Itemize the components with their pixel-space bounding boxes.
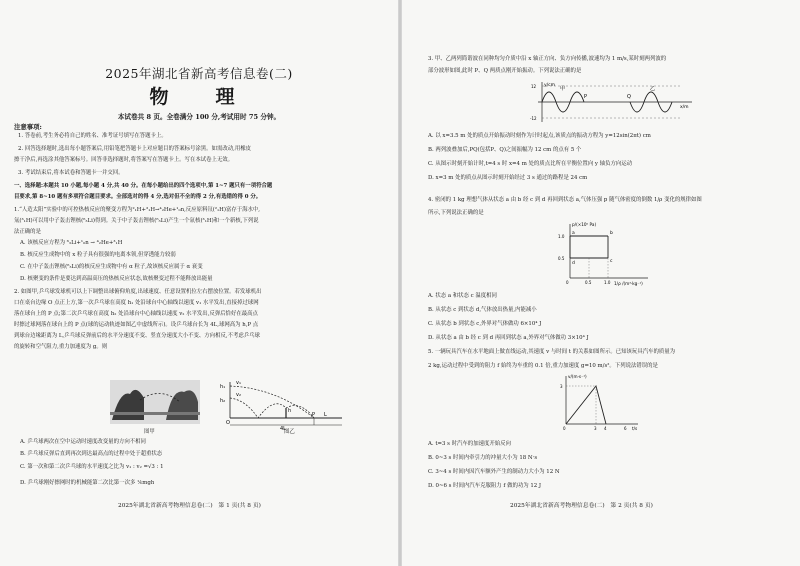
- exam-title: 2025年湖北省新高考信息卷(二): [105, 66, 293, 81]
- label-h1: h₁: [220, 384, 226, 390]
- label-h2: h₂: [220, 398, 226, 404]
- pv-xtick-1: 1.0: [604, 280, 611, 285]
- q2-option-c: C. 第一次和第二次乒乓球的水平速度之比为 v₁ : v₂ =√3 : 1: [20, 464, 164, 470]
- wave-jia: 甲: [560, 86, 566, 92]
- q5-option-a: A. t=3 s 时汽车的加速度开始反向: [428, 441, 511, 447]
- q2-option-b: B. 乒乓球反弹后直到再次到达最高点的过程中处于超重状态: [20, 451, 163, 457]
- q2-line3: 落在球台上的 P 点;第二次乒乓球在高度 h₂ 处沿球台中心轴线以速度 v₂ 水平发出,反弹后恰好在最高点: [14, 311, 258, 317]
- exam-page-1: [0, 0, 398, 566]
- wave-amp: 12: [531, 84, 537, 89]
- pv-point-a: a: [572, 231, 575, 236]
- pv-point-b: b: [610, 231, 613, 236]
- figure-jia-caption: 图甲: [144, 429, 155, 435]
- q3-option-d: D. x=3 m 处的质点从图示时刻开始经过 3 s 通过的路程是 24 cm: [428, 175, 588, 181]
- vt-xtick-3: 3: [594, 426, 597, 431]
- pv-figure: [552, 220, 652, 286]
- q4-option-a: A. 状态 a 和状态 c 温度相同: [428, 293, 497, 299]
- pv-ylabel: p/(×10⁵ Pa): [572, 222, 597, 227]
- label-l: L: [324, 412, 327, 418]
- wave-ylabel: y/cm: [544, 83, 556, 88]
- wave-xlabel: x/m: [680, 105, 689, 110]
- label-o: O: [226, 420, 230, 426]
- figure-yi-caption: 图乙: [284, 429, 295, 435]
- q5-line1: 5. 一辆玩具汽车在水平地面上做直线运动,其速度 v 与时间 t 的关系如图所示。已知该玩具汽车的质量为: [428, 349, 676, 355]
- vt-xlabel: t/s: [632, 426, 638, 431]
- pv-xlabel: 1/ρ /(m³·kg⁻¹): [614, 281, 643, 286]
- q2-line4: 时擦过球网落在球台上的 P 点(球的运动轨迹如图乙中虚线所示)。设乒乓球台长为 4L,球网高为 h,P 点: [14, 322, 259, 328]
- section1-line2: 目要求,第 8~10 题有多项符合题目要求。全部选对的得 4 分,选对但不全的得 2 分,有选错的得 0 分。: [14, 194, 262, 200]
- wave-figure: [530, 80, 700, 124]
- pv-point-c: c: [610, 259, 613, 264]
- q2-option-a: A. 乒乓球两次在空中运动时速度改变量的方向不相同: [20, 439, 146, 445]
- notice-2-cont: 擦干净后,再选涂其他答案标号。回答非选择题时,将答案写在答题卡上。写在本试卷上无效。: [14, 157, 234, 163]
- q1-line3: 法正确的是: [14, 229, 41, 235]
- label-v2: v₂: [236, 392, 241, 398]
- q4-line2: 所示,下列说法正确的是: [428, 210, 484, 216]
- q2-line5: 到球台边缘距离为 L,乒乓球反弹前后的水平分速度不变、竖直分速度大小不变、方向相反,不考虑乒乓球: [14, 333, 260, 339]
- figure-jia-photo: [110, 380, 200, 424]
- page-2-footer: 2025年湖北省新高考物理信息卷(二) 第 2 页(共 8 页): [510, 503, 653, 509]
- notice-header: 注意事项:: [14, 123, 42, 131]
- label-p: P: [312, 412, 316, 418]
- vt-ytick: 3: [560, 384, 563, 389]
- wave-q: Q: [627, 94, 631, 100]
- q4-option-b: B. 从状态 c 到状态 d,气体放出热量,内能减小: [428, 307, 537, 313]
- q2-line2: 口在桌台边缘 O 点正上方,第一次乒乓球在高度 h₁ 处沿球台中心轴线以速度 v₁ 水平发出,直接掉过球网: [14, 300, 259, 306]
- pv-point-d: d: [572, 261, 575, 266]
- q4-option-d: D. 从状态 a 由 b 经 c 到 d 再回到状态 a,外界对气体做功 3×10⁴ J: [428, 335, 589, 341]
- q5-line2: 2 kg,运动过程中受到的阻力 f 始终为车重的 0.1 倍,重力加速度 g=10 m/s²。下列说法错误的是: [428, 363, 658, 369]
- q3-line1: 3. 甲、乙两列简谐波在同种均匀介质中沿 x 轴正方向、负方向传播,波速均为 1 m/s,某时刻两列波的: [428, 56, 667, 62]
- q1-line1: 1.“人造太阳”实验中的可控热核反应的聚变方程为²₁H+³₁H→⁴₂He+¹₀n,反应原料氘(²₁H)富存于海水中,: [14, 207, 261, 213]
- q5-option-c: C. 3~4 s 时间内因汽车额外产生的制动力大小为 12 N: [428, 469, 560, 475]
- wave-neg-amp: -12: [530, 116, 537, 121]
- section1-line1: 一、选择题:本题共 10 小题,每小题 4 分,共 40 分。在每小题给出的四个选项中,第 1~7 题只有一项符合题: [14, 183, 273, 189]
- q1-line2: 氚(³₁H)可以用中子轰击锂核(⁶₃Li)得到。关于中子轰击锂核(⁶₃Li)产生一个氚核(³₁H)和一个新核,下列说: [14, 218, 259, 224]
- q1-option-d: D. 核聚变的条件是要达到高温高压的热核反应状态,故核聚变过程不能释放出能量: [20, 276, 213, 282]
- vt-xtick-4: 4: [604, 426, 607, 431]
- q2-option-d: D. 乒乓球刚好擦网时的机械能第二次比第一次多 ⅙mgh: [20, 480, 155, 486]
- q2-line6: 的旋转和空气阻力,重力加速度为 g。则: [14, 344, 108, 350]
- notice-3: 3. 考试结束后,将本试卷和答题卡一并交回。: [18, 170, 124, 176]
- pv-ytick-1: 1.0: [558, 234, 565, 239]
- notice-1: 1. 答卷前,考生务必将自己的姓名、准考证号填写在答题卡上。: [18, 133, 167, 139]
- q4-option-c: C. 从状态 b 到状态 c,外界对气体做功 6×10⁴ J: [428, 321, 542, 327]
- q5-option-b: B. 0~3 s 时间内牵引力的冲量大小为 18 N·s: [428, 455, 538, 461]
- q3-option-b: B. 两列波叠加后,PQ(包括P、Q)之间振幅为 12 cm 的点有 5 个: [428, 147, 582, 153]
- label-4l: 4L: [280, 426, 286, 430]
- subject-title: 物 理: [149, 86, 249, 108]
- q1-option-b: B. 核反应生成物中的 x 粒子具有很强的电离本领,但穿透能力较弱: [20, 252, 176, 258]
- vt-ylabel: v/(m·s⁻¹): [568, 374, 587, 379]
- pv-xtick-0: 0: [566, 280, 569, 285]
- notice-2: 2. 回答选择题时,选出每小题答案后,用铅笔把答题卡上对应题目的答案标号涂黑。如需改动,用橡皮: [18, 146, 252, 152]
- q5-option-d: D. 0~6 s 时间内汽车克服阻力 f 做的功为 12 J: [428, 483, 542, 489]
- q1-option-a: A. 该核反应方程为 ⁶₃Li+¹₀n → ⁴₂He+³₁H: [20, 240, 123, 246]
- label-h: h: [288, 408, 292, 414]
- pv-xtick-05: 0.5: [585, 280, 592, 285]
- label-v1: v₁: [236, 380, 241, 386]
- vt-xtick-0: 0: [563, 426, 566, 431]
- vt-figure: [552, 372, 642, 432]
- pv-ytick-05: 0.5: [558, 256, 565, 261]
- q2-line1: 2. 如图甲,乒乓球发球机可以上下调整出球俯仰角度,出球速度、任意设置机位左右摆放位置。若发球机出: [14, 289, 262, 295]
- vt-xtick-6: 6: [624, 426, 627, 431]
- q1-option-c: C. 在中子轰击锂核(⁶₃Li)的核反应生成物中有 α 粒子,故该核反应属于 α 衰变: [20, 264, 203, 270]
- wave-p: P: [584, 94, 588, 100]
- figure-yi-diagram: [216, 378, 346, 430]
- exam-info: 本试卷共 8 页。全卷满分 100 分,考试用时 75 分钟。: [117, 113, 281, 121]
- q3-option-a: A. 以 x=3.5 m 处的质点开始振动时刻作为计时起点,该质点的振动方程为 y=12sin(2πt) cm: [428, 133, 651, 139]
- q3-line2: 部分波形如图,此时 P、Q 两质点刚开始振动。下列说法正确的是: [428, 68, 582, 74]
- page-1-footer: 2025年湖北省新高考物理信息卷(二) 第 1 页(共 8 页): [118, 503, 261, 509]
- q3-option-c: C. 从图示时刻开始计时,t=4 s 时 x=4 m 处的质点比所在平衡位置向 y 轴负方向运动: [428, 161, 633, 167]
- wave-yi: 乙: [650, 86, 656, 92]
- exam-page-2: [402, 0, 800, 566]
- q4-line1: 4. 密闭的 1 kg 理想气体从状态 a 由 b 经 c 到 d 再回到状态 a,气体压强 p 随气体密度的倒数 1/ρ 变化的规律如图: [428, 197, 702, 203]
